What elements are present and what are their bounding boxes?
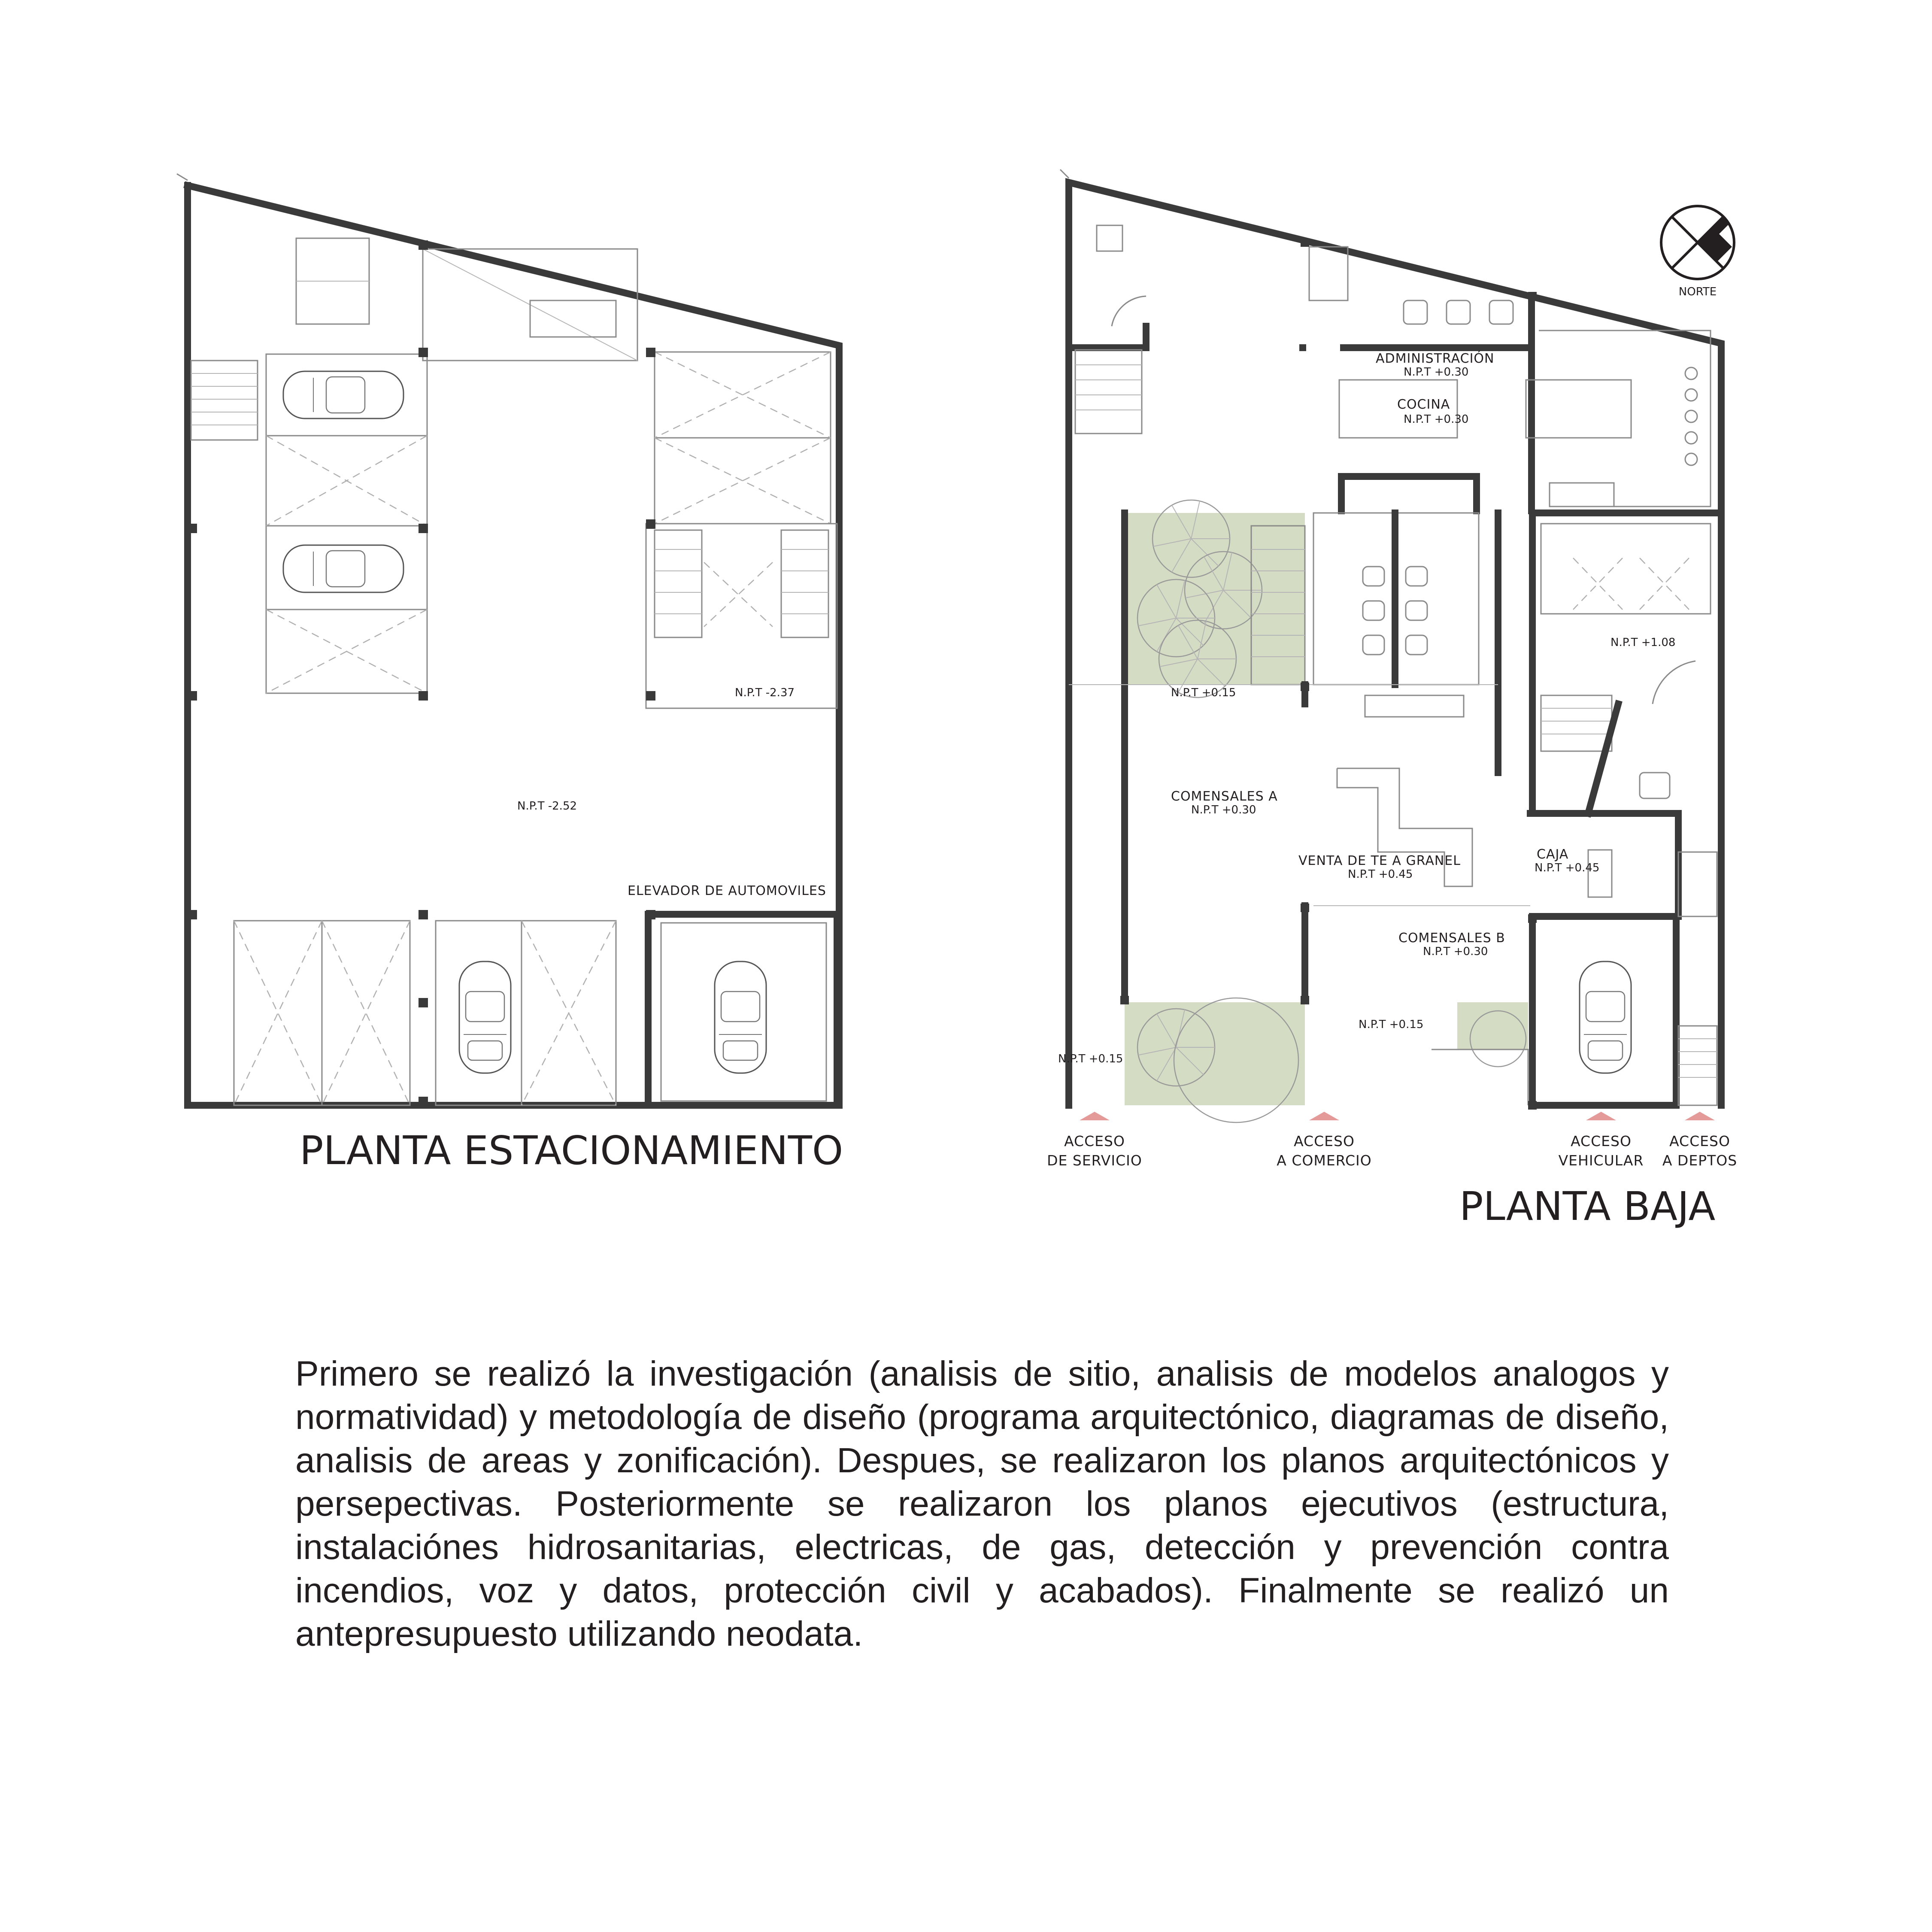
room-label-cashier: CAJA xyxy=(1537,847,1569,862)
level-label: N.P.T +1.08 xyxy=(1611,636,1676,649)
motorcycle-space xyxy=(530,300,616,337)
elevator-car xyxy=(1580,961,1631,1073)
access-label: ACCESO xyxy=(1294,1133,1355,1149)
north-label: NORTE xyxy=(1678,285,1717,298)
access-marker xyxy=(1586,1112,1616,1120)
access-label: ACCESO xyxy=(1669,1133,1730,1149)
restrooms xyxy=(1313,476,1479,717)
access-marker xyxy=(1309,1112,1339,1120)
parking-plan-title: PLANTA ESTACIONAMIENTO xyxy=(300,1128,843,1174)
elevator-car xyxy=(715,961,766,1073)
room-label-diners-a: COMENSALES A xyxy=(1171,789,1278,804)
ground-stair-exit xyxy=(1678,852,1717,1105)
kitchen-counter xyxy=(1526,380,1631,438)
parking-bottom-stalls xyxy=(234,921,616,1105)
level-label: N.P.T +0.30 xyxy=(1423,945,1488,958)
room-label-admin: ADMINISTRACIÓN xyxy=(1376,351,1495,366)
access-label: ACCESO xyxy=(1064,1133,1125,1149)
room-label-diners-b: COMENSALES B xyxy=(1398,931,1505,946)
parked-car xyxy=(283,371,403,419)
north-arrow xyxy=(1661,206,1734,298)
access-label: DE SERVICIO xyxy=(1047,1152,1142,1169)
room-label-tea-sales: VENTA DE TE A GRANEL xyxy=(1298,853,1461,868)
ground-stair-right xyxy=(1532,513,1711,813)
parked-car xyxy=(459,961,511,1073)
stove xyxy=(1685,367,1697,465)
parking-plan xyxy=(177,174,843,1174)
parked-car xyxy=(283,545,403,592)
access-marker xyxy=(1685,1112,1715,1120)
access-label: A COMERCIO xyxy=(1277,1152,1372,1169)
ground-plan xyxy=(1047,170,1737,1229)
ground-plan-title: PLANTA BAJA xyxy=(1459,1183,1716,1229)
level-label: N.P.T +0.45 xyxy=(1348,868,1413,881)
access-label: A DEPTOS xyxy=(1662,1152,1738,1169)
car-elevator-label: ELEVADOR DE AUTOMOVILES xyxy=(628,883,826,898)
level-label: N.P.T +0.30 xyxy=(1191,804,1256,816)
access-marker xyxy=(1080,1112,1110,1120)
admin-chairs xyxy=(1404,300,1513,324)
level-label: N.P.T +0.15 xyxy=(1359,1018,1424,1031)
parking-stair-right xyxy=(646,524,837,708)
front-garden xyxy=(1457,1002,1528,1049)
room-label-kitchen: COCINA xyxy=(1397,397,1450,412)
level-label: N.P.T +0.30 xyxy=(1404,413,1469,426)
ground-stair-left xyxy=(1075,350,1142,434)
description-paragraph: Primero se realizó la investigación (analisis de sitio, analisis de modelos analogos y normatividad) y metodología de diseño (programa arquitectónico, diagramas de diseño, analisis de areas y zonificación). Despues, se realizaron los planos arquitectónicos y persepectivas. Posteriormente se realizaron los planos ejecutivos (estructura, instalaciónes hidrosanitarias, electricas, de gas, detección y prevención contra incendios, voz y datos, protección civil y acabados). Finalmente se realizó un antepresupuesto utilizando neodata. xyxy=(295,1354,1669,1653)
service-desk xyxy=(1097,225,1122,251)
parking-stair-left xyxy=(191,361,258,440)
level-label: N.P.T +0.45 xyxy=(1535,861,1600,874)
level-label: N.P.T -2.37 xyxy=(735,686,795,699)
level-label: N.P.T +0.15 xyxy=(1058,1052,1123,1065)
admin-desk xyxy=(1309,247,1348,300)
access-label: VEHICULAR xyxy=(1558,1152,1644,1169)
kitchen-sink xyxy=(1550,483,1614,507)
level-label: N.P.T -2.52 xyxy=(517,800,577,813)
access-label: ACCESO xyxy=(1571,1133,1632,1149)
level-label: N.P.T +0.15 xyxy=(1171,686,1236,699)
level-label: N.P.T +0.30 xyxy=(1404,366,1469,379)
